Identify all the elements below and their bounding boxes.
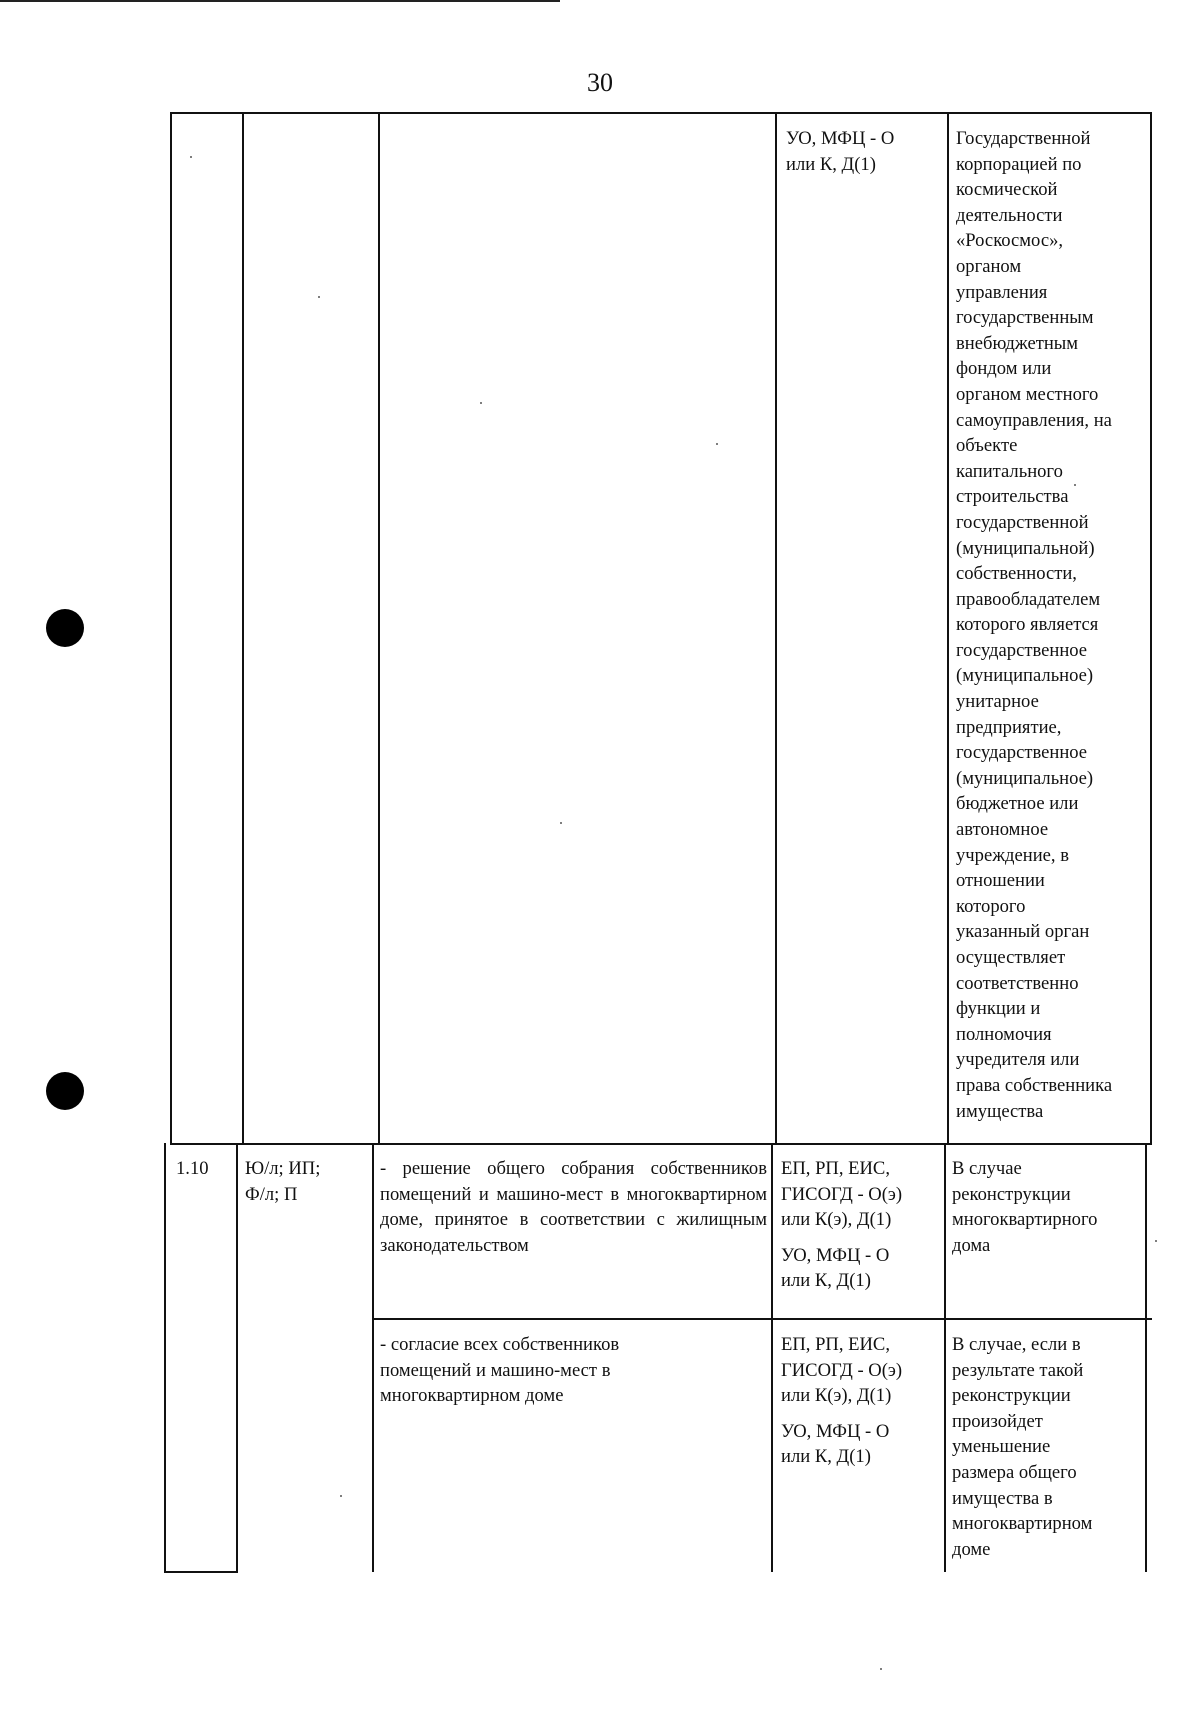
condition-note-cell: В случае, если в результате такой реконструкции произойдет уменьшение размера общего имущества в многоквартирном доме bbox=[952, 1334, 1093, 1560]
submission-method-cell bbox=[781, 1156, 941, 1294]
row-number: 1.10 bbox=[176, 1158, 209, 1179]
applicant-types-cell: Ю/л; ИП; Ф/л; П bbox=[245, 1158, 321, 1205]
submission-paper: УО, МФЦ - О или К, Д(1) bbox=[781, 1244, 890, 1292]
submission-paper: УО, МФЦ - О или К, Д(1) bbox=[781, 1420, 890, 1468]
submission-method-cell: УО, МФЦ - О или К, Д(1) bbox=[786, 128, 895, 175]
submission-method-cell bbox=[781, 1332, 941, 1470]
condition-note-cell: Государственной корпорацией по космической деятельности «Роскосмос», органом управления государственным внебюджетным фондом или органом местного самоуправления, на объекте капитального строительства государственной (муниципальной) собственности, правообладателем которого является государственное (муниципальное) унитарное предприятие, государственное (муниципальное) бюджетное или автономное учреждение, в отношении которого указанный орган осуществляет соответственно функции и полномочия учредителя или права собственника имущества bbox=[956, 128, 1113, 1122]
punch-hole bbox=[46, 1072, 84, 1110]
page-number: 30 bbox=[587, 68, 613, 97]
submission-electronic: ЕП, РП, ЕИС, ГИСОГД - О(э) или К(э), Д(1) bbox=[781, 1334, 903, 1407]
punch-hole bbox=[46, 609, 84, 647]
submission-electronic: ЕП, РП, ЕИС, ГИСОГД - О(э) или К(э), Д(1) bbox=[781, 1158, 903, 1231]
document-description-cell: - решение общего собрания собственников помещений и машино-мест в многоквартирном доме, принятое в соответствии с жилищным законодательством bbox=[380, 1158, 767, 1256]
document-description-cell: - согласие всех собственников помещений и машино-мест в многоквартирном доме bbox=[380, 1334, 620, 1407]
condition-note-cell: В случае реконструкции многоквартирного дома bbox=[952, 1158, 1098, 1256]
scan-top-edge bbox=[0, 0, 560, 2]
